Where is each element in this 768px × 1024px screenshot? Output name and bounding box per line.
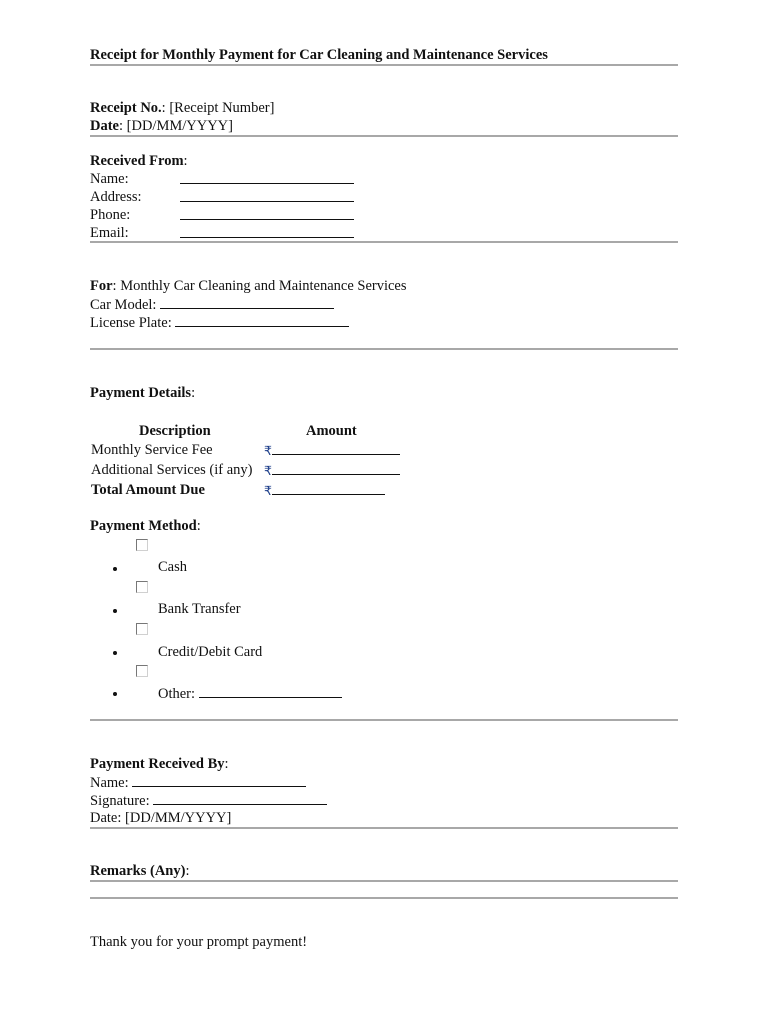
received-from-address-label: Address: <box>90 189 142 205</box>
divider <box>90 880 678 882</box>
option-other-line: Other: <box>158 684 342 703</box>
option-cash-label: Cash <box>158 559 187 575</box>
divider <box>90 241 678 243</box>
row-monthly-fee-amount[interactable]: ₹ <box>264 441 400 460</box>
col-description-header: Description <box>139 423 211 439</box>
remarks-heading: Remarks (Any): <box>90 863 190 879</box>
received-by-signature-line: Signature: <box>90 791 327 810</box>
received-by-name-blank[interactable] <box>132 773 306 787</box>
received-from-name-label: Name: <box>90 171 129 187</box>
thank-you-note: Thank you for your prompt payment! <box>90 934 308 950</box>
bullet-icon <box>113 567 117 571</box>
receipt-date-line: Date: [DD/MM/YYYY] <box>90 118 233 134</box>
row-additional-amount[interactable]: ₹ <box>264 461 400 480</box>
received-by-heading: Payment Received By: <box>90 756 229 772</box>
bullet-icon <box>113 651 117 655</box>
other-method-blank[interactable] <box>199 684 342 698</box>
receipt-number-line: Receipt No.: [Receipt Number] <box>90 100 275 116</box>
payment-details-heading: Payment Details: <box>90 385 196 401</box>
received-from-email-label: Email: <box>90 225 129 241</box>
checkbox-card[interactable] <box>136 623 148 635</box>
option-bank-transfer-label: Bank Transfer <box>158 601 241 617</box>
checkbox-cash[interactable] <box>136 539 148 551</box>
divider <box>90 827 678 829</box>
for-line: For: Monthly Car Cleaning and Maintenance Services <box>90 278 407 294</box>
remarks-line[interactable] <box>90 897 678 899</box>
license-plate-line: License Plate: <box>90 313 349 332</box>
license-plate-blank[interactable] <box>175 313 349 327</box>
checkbox-bank-transfer[interactable] <box>136 581 148 593</box>
option-card-label: Credit/Debit Card <box>158 644 263 660</box>
signature-blank[interactable] <box>153 791 327 805</box>
received-from-address-blank[interactable] <box>180 188 354 207</box>
bullet-icon <box>113 692 117 696</box>
row-total-label: Total Amount Due <box>91 482 205 498</box>
car-model-blank[interactable] <box>160 295 334 309</box>
received-from-heading: Received From: <box>90 153 188 169</box>
divider <box>90 64 678 66</box>
received-from-name-blank[interactable] <box>180 170 354 189</box>
received-from-phone-blank[interactable] <box>180 206 354 225</box>
divider <box>90 348 678 350</box>
received-by-date-line: Date: [DD/MM/YYYY] <box>90 810 232 826</box>
col-amount-header: Amount <box>306 423 357 439</box>
divider <box>90 135 678 137</box>
checkbox-other[interactable] <box>136 665 148 677</box>
divider <box>90 719 678 721</box>
row-additional-label: Additional Services (if any) <box>91 462 253 478</box>
received-by-name-line: Name: <box>90 773 306 792</box>
row-total-amount[interactable]: ₹ <box>264 481 385 500</box>
payment-method-heading: Payment Method: <box>90 518 201 534</box>
row-monthly-fee-label: Monthly Service Fee <box>91 442 213 458</box>
document-title: Receipt for Monthly Payment for Car Cleaning and Maintenance Services <box>90 47 548 63</box>
bullet-icon <box>113 609 117 613</box>
received-from-phone-label: Phone: <box>90 207 131 223</box>
car-model-line: Car Model: <box>90 295 334 314</box>
